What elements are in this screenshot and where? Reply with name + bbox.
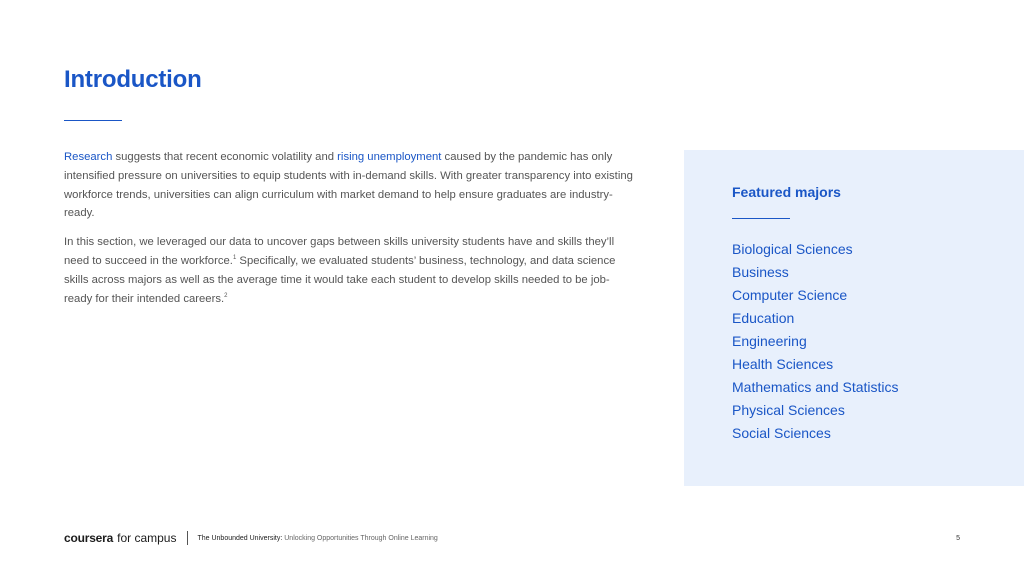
paragraph-text: caused by the pandemic has only intensified pressure on universities to equip students with in-demand skills. With greater transparency into existing workforce trends, universities can align curriculum with market demand to help ensure graduates are industry-ready. — [64, 151, 633, 220]
major-item[interactable]: Biological Sciences — [732, 241, 853, 257]
majors-list — [732, 238, 899, 445]
major-item[interactable]: Computer Science — [732, 287, 848, 303]
featured-majors-panel — [684, 150, 1024, 486]
major-item[interactable]: Physical Sciences — [732, 402, 845, 418]
major-item[interactable]: Health Sciences — [732, 356, 834, 372]
coursera-logo: coursera — [64, 531, 114, 545]
major-item[interactable]: Education — [732, 310, 795, 326]
research-link[interactable]: Research — [64, 151, 113, 163]
footer-divider — [187, 531, 188, 545]
major-item[interactable]: Mathematics and Statistics — [732, 379, 899, 395]
featured-majors-underline — [732, 218, 790, 219]
major-item[interactable]: Social Sciences — [732, 425, 831, 441]
paragraph-text: In this section, we leveraged our data to uncover gaps between skills university students have and skills they’ll need to succeed in the workforce. — [64, 236, 615, 267]
footnote-1[interactable]: 1 — [232, 255, 237, 262]
major-item[interactable]: Business — [732, 264, 789, 280]
paragraph-text: suggests that recent economic volatility and — [112, 151, 338, 163]
paragraph-text: Specifically, we evaluated students’ business, technology, and data science skills across majors as well as the average time it would take each student to develop skills needed to be job-ready for their intended careers. — [64, 254, 616, 305]
report-title — [197, 535, 437, 542]
for-campus-label: for campus — [117, 531, 177, 545]
major-item[interactable]: Engineering — [732, 333, 807, 349]
rising-unemployment-link[interactable]: rising unemployment — [337, 151, 442, 163]
featured-majors-title: Featured majors — [732, 184, 841, 200]
intro-paragraph-2 — [64, 233, 634, 308]
report-title-main: The Unbounded University: — [197, 534, 283, 542]
report-subtitle: Unlocking Opportunities Through Online Learning — [282, 534, 438, 542]
intro-paragraph-1 — [64, 148, 634, 223]
intro-body — [64, 148, 634, 318]
page-title: Introduction — [64, 66, 202, 93]
footnote-2[interactable]: 2 — [224, 292, 228, 299]
footer — [64, 530, 960, 546]
page-number: 5 — [956, 535, 960, 542]
title-underline — [64, 120, 122, 121]
